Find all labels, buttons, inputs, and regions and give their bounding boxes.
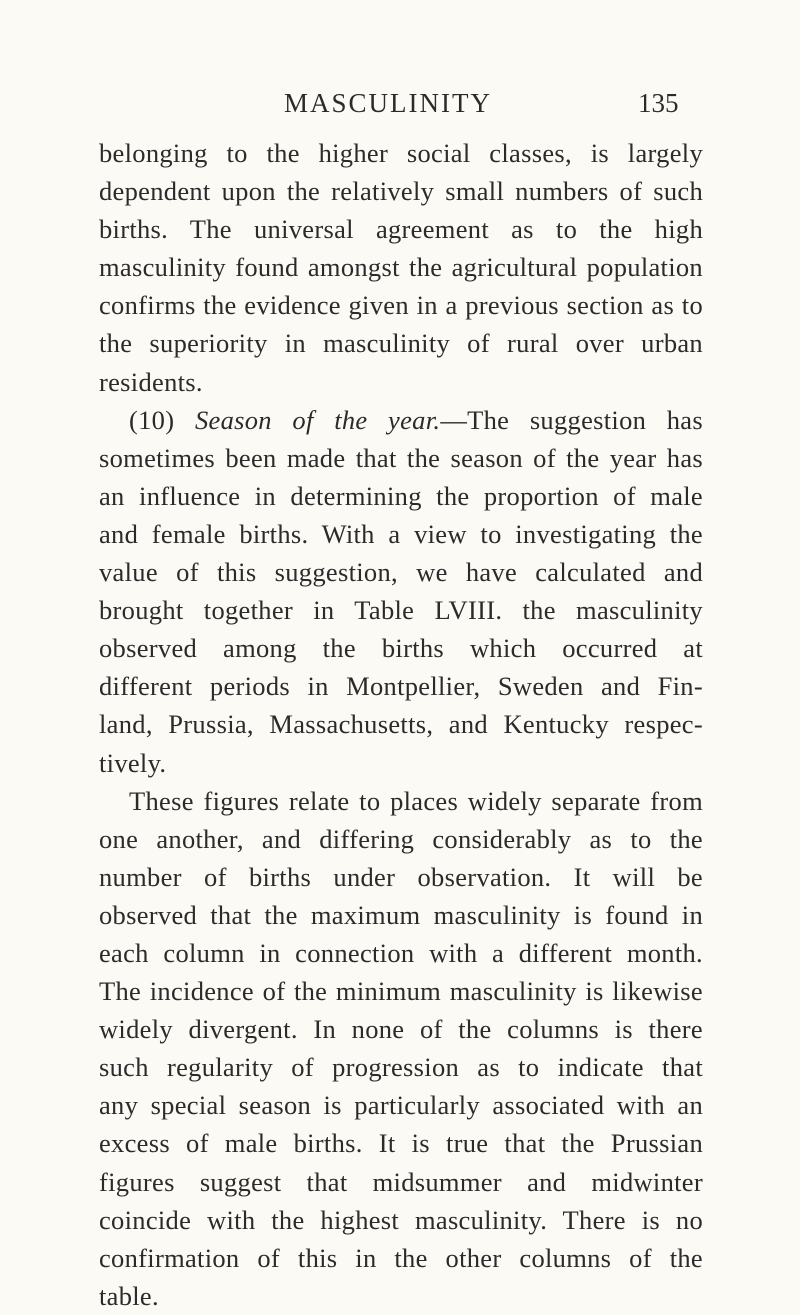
text-line: confirmation of this in the other columns of the: [99, 1242, 703, 1273]
text-line: These figures relate to places widely separate from: [129, 785, 703, 816]
paragraph-1: [99, 134, 703, 401]
text-line: an influence in determining the proportion of male: [99, 480, 703, 511]
text-line: The incidence of the minimum masculinity is likewise: [99, 976, 703, 1007]
paragraph-2: [99, 401, 703, 782]
text-line: sometimes been made that the season of the year has: [99, 442, 703, 473]
text-line: confirms the evidence given in a previous section as to: [99, 290, 703, 321]
text-line: each column in connection with a different month.: [99, 937, 703, 968]
text-line: figures suggest that midsummer and midwinter: [99, 1166, 703, 1197]
text-line: such regularity of progression as to indicate that: [99, 1052, 703, 1083]
text-line: the superiority in masculinity of rural over urban: [99, 328, 703, 359]
text-line: births. The universal agreement as to the high: [99, 214, 703, 245]
running-title: MASCULINITY: [284, 88, 492, 118]
text-line: number of births under observation. It will be: [99, 861, 703, 892]
section-heading: Season of the year.: [194, 404, 441, 435]
text-line: The suggestion has: [467, 404, 703, 435]
paragraph-3: [99, 782, 703, 1315]
text-line: residents.: [99, 366, 203, 397]
section-number: (10): [129, 404, 175, 435]
text-line: value of this suggestion, we have calculated and: [99, 557, 703, 588]
text-line: dependent upon the relatively small numbers of such: [99, 176, 703, 207]
running-head: [0, 86, 800, 126]
text-line: table.: [99, 1280, 159, 1311]
text-line: different periods in Montpellier, Sweden and Fin-: [99, 671, 703, 702]
text-line: and female births. With a view to investigating the: [99, 518, 703, 549]
text-line: belonging to the higher social classes, is largely: [99, 138, 703, 168]
text-line: observed among the births which occurred at: [99, 633, 703, 664]
text-line: masculinity found amongst the agricultural population: [99, 252, 703, 283]
text-line: tively.: [99, 747, 167, 778]
text-line: observed that the maximum masculinity is found in: [99, 899, 703, 930]
page-number: 135: [638, 88, 679, 118]
section-heading-line: [99, 401, 703, 439]
text-line: land, Prussia, Massachusetts, and Kentucky respec-: [99, 709, 703, 740]
text-line: brought together in Table LVIII. the masculinity: [99, 595, 703, 626]
text-line: any special season is particularly associated with an: [99, 1090, 703, 1121]
text-line: widely divergent. In none of the columns is there: [99, 1014, 703, 1045]
text-line: excess of male births. It is true that the Prussian: [99, 1128, 703, 1159]
text-line: one another, and differing considerably as to the: [99, 823, 703, 854]
heading-dash: —: [440, 404, 468, 435]
text-line: coincide with the highest masculinity. There is no: [99, 1204, 703, 1235]
body-text: [99, 134, 703, 1315]
